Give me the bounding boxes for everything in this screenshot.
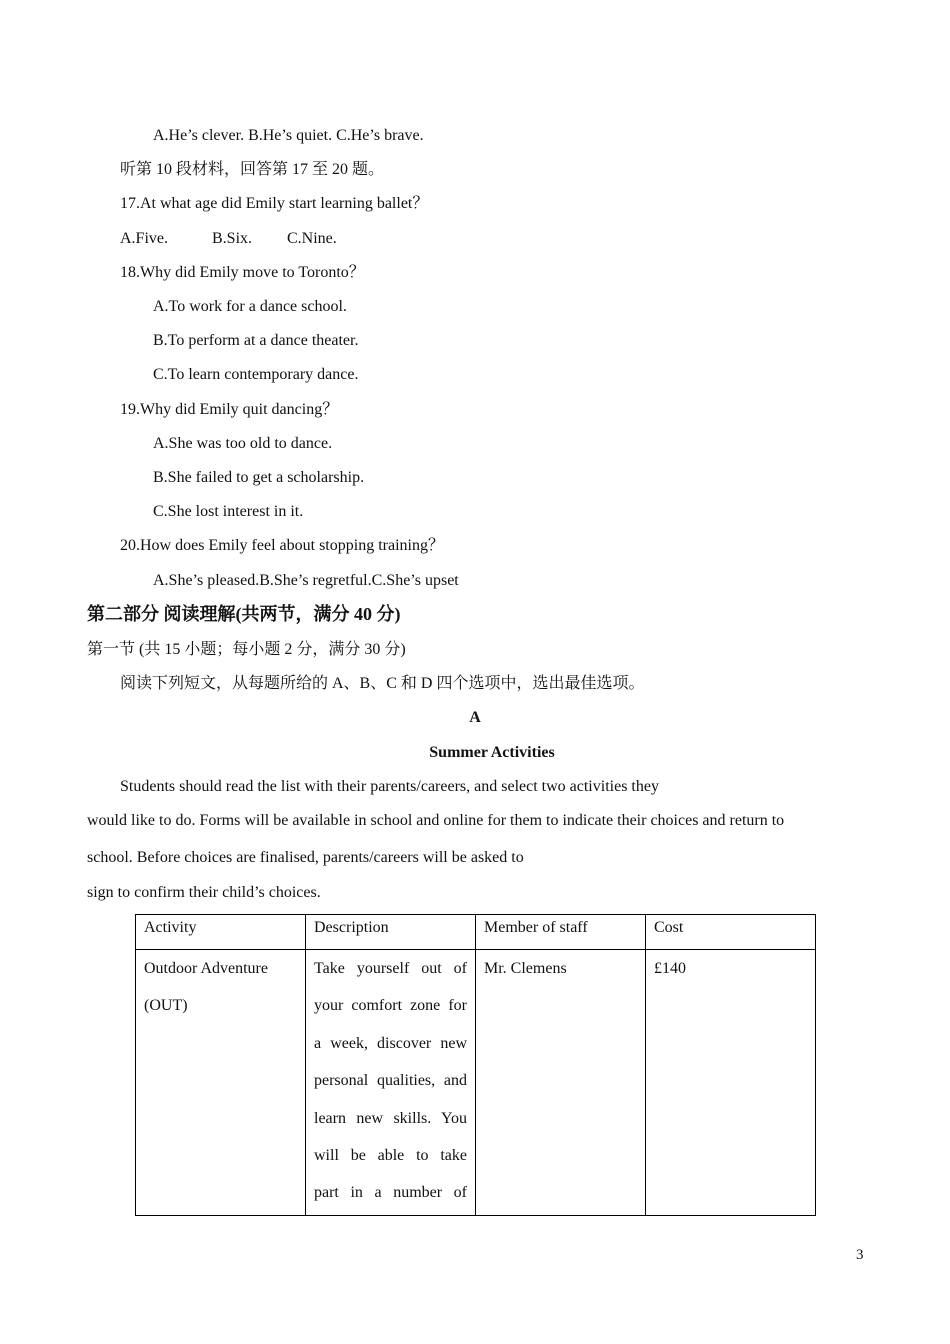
passage-line-3: school. Before choices are finalised, parents/careers will be asked to bbox=[87, 849, 524, 866]
passage-line-1: Students should read the list with their parents/careers, and select two activities they bbox=[120, 778, 659, 795]
description-line: your comfort zone for bbox=[314, 997, 467, 1015]
q17-option-c: C.Nine. bbox=[287, 230, 337, 247]
activities-table bbox=[135, 914, 816, 1216]
q18-option-b: B.To perform at a dance theater. bbox=[153, 332, 359, 349]
q18-question: 18.Why did Emily move to Toronto？ bbox=[120, 264, 365, 281]
cost-value: £140 bbox=[654, 960, 686, 977]
passage-line-2: would like to do. Forms will be available in school and online for them to indicate their choices and return to bbox=[87, 812, 785, 829]
section1-heading: 第一节 (共 15 小题；每小题 2 分，满分 30 分) bbox=[87, 641, 406, 658]
q17-option-a: A.Five. bbox=[120, 230, 168, 247]
q20-options: A.She’s pleased.B.She’s regretful.C.She’s upset bbox=[153, 572, 459, 589]
cell-cost bbox=[646, 950, 816, 1216]
description-line: learn new skills. You bbox=[314, 1109, 467, 1127]
q19-option-c: C.She lost interest in it. bbox=[153, 503, 304, 520]
cell-staff bbox=[476, 950, 646, 1216]
part2-heading: 第二部分 阅读理解(共两节，满分 40 分) bbox=[87, 604, 401, 624]
cell-activity bbox=[136, 950, 306, 1216]
description-line: will be able to take bbox=[314, 1147, 467, 1165]
q19-question: 19.Why did Emily quit dancing？ bbox=[120, 401, 339, 418]
page-number: 3 bbox=[856, 1247, 864, 1263]
table-header-row bbox=[136, 915, 816, 950]
header-description: Description bbox=[306, 915, 476, 950]
q18-option-c: C.To learn contemporary dance. bbox=[153, 366, 359, 383]
staff-name: Mr. Clemens bbox=[484, 960, 567, 977]
q18-option-a: A.To work for a dance school. bbox=[153, 298, 347, 315]
header-cost: Cost bbox=[646, 915, 816, 950]
description-line: a week, discover new bbox=[314, 1034, 467, 1052]
reading-instruction: 阅读下列短文，从每题所给的 A、B、C 和 D 四个选项中，选出最佳选项。 bbox=[120, 675, 645, 692]
activity-line: (OUT) bbox=[144, 997, 188, 1015]
description-line: Take yourself out of bbox=[314, 960, 467, 977]
header-staff: Member of staff bbox=[476, 915, 646, 950]
activity-line: Outdoor Adventure bbox=[144, 960, 268, 977]
passage-title: Summer Activities bbox=[429, 744, 555, 761]
q17-option-b: B.Six. bbox=[212, 230, 253, 247]
q19-option-b: B.She failed to get a scholarship. bbox=[153, 469, 365, 486]
q16-options: A.He’s clever. B.He’s quiet. C.He’s brave. bbox=[153, 127, 424, 144]
table-row bbox=[136, 950, 816, 1216]
q17-question: 17.At what age did Emily start learning ballet？ bbox=[120, 195, 429, 212]
description-line: part in a number of bbox=[314, 1184, 467, 1202]
cell-description bbox=[306, 950, 476, 1216]
q20-question: 20.How does Emily feel about stopping training？ bbox=[120, 537, 444, 554]
q19-option-a: A.She was too old to dance. bbox=[153, 435, 333, 452]
passage-letter: A bbox=[469, 709, 481, 726]
header-activity: Activity bbox=[136, 915, 306, 950]
description-line: personal qualities, and bbox=[314, 1072, 467, 1090]
material10-instruction: 听第 10 段材料，回答第 17 至 20 题。 bbox=[120, 161, 385, 178]
passage-line-4: sign to confirm their child’s choices. bbox=[87, 884, 321, 901]
